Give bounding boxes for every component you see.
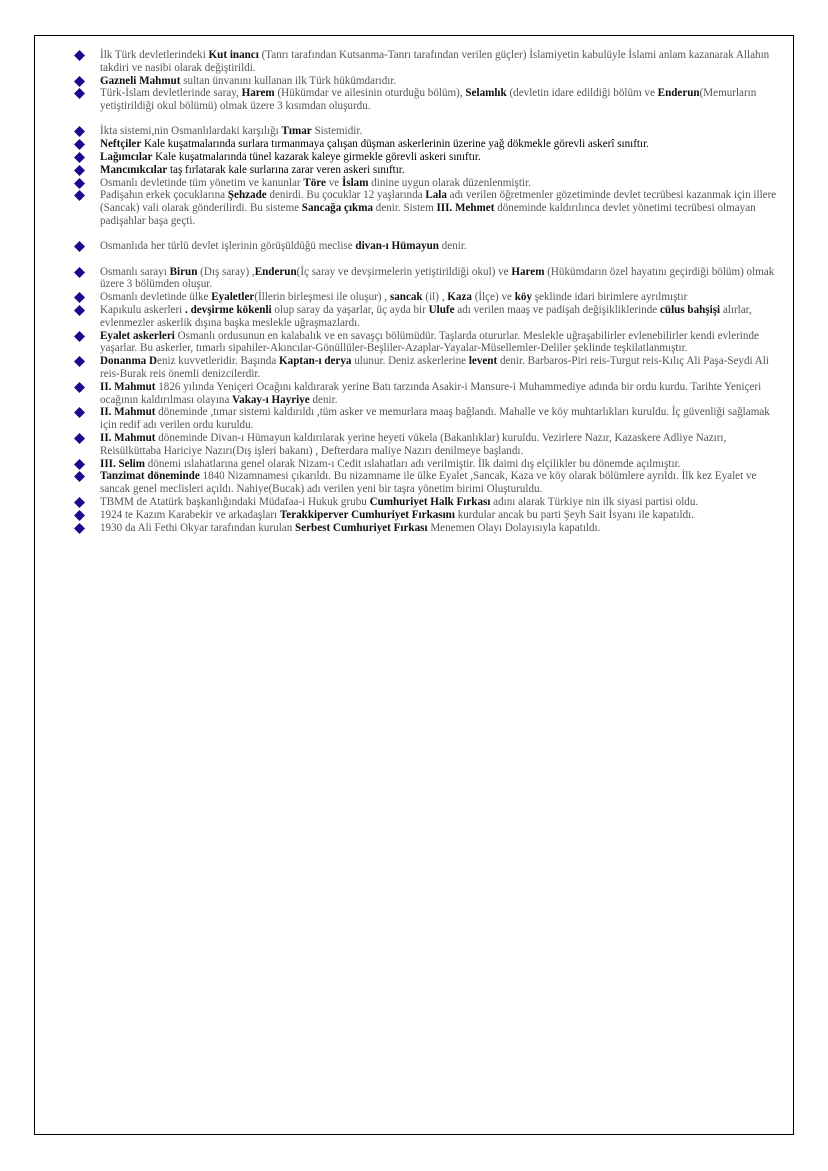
- bullet-text: (İç saray ve devşirmelerin yetiştirildiği okul) ve: [296, 265, 512, 278]
- bullet-text: (Tanrı tarafından Kutsanma-Tanrı tarafından verilen güçler) İslamiyetin kabulüyle İslami anlam kazanarak Allahın takdiri ve nasibi olarak değiştirildi.: [100, 49, 770, 74]
- bullet-text: 1826 yılında Yeniçeri Ocağını kaldırarak yerine Batı tarzında Asakir-i Mansure-i Muhammediye adında bir ordu kurdu. Tarihte Yeniçeri ocağının kaldırılması olayına: [100, 380, 762, 406]
- bullet-text: denir.: [438, 240, 467, 253]
- bold-term: . devşirme kökenli: [185, 304, 272, 317]
- bullet-item: [74, 406, 784, 432]
- bullet-item: [74, 177, 784, 190]
- bold-term: Selamlık: [465, 87, 507, 100]
- bold-term: Kaza: [447, 291, 472, 304]
- bullet-text: dinine uygun olarak düzenlenmiştir.: [368, 176, 531, 189]
- bold-term: II. Mahmut: [100, 432, 156, 445]
- bullet-text: Osmanlı ordusunun en kalabalık ve en savaşçı bölümüdür. Taşlarda otururlar. Meslekle uğraşabilirler evlenebilirler kendi evlerinde yaşarlar. Bu askerler, tımarlı sipahiler-Akıncılar-Gönüllüler-Beşliler-Azaplar-Yayalar-Müsellemler-Deliler şeklinde teşkilatlanmıştır.: [100, 329, 759, 355]
- bullet-item: [74, 355, 784, 381]
- bullet-item: [74, 432, 784, 458]
- bold-term: Mancınıkcılar: [100, 163, 168, 176]
- bullet-item: [74, 189, 784, 227]
- diamond-icon: [74, 292, 85, 303]
- bullet-text: döneminde Divan-ı Hümayun kaldırılarak yerine heyeti vükela (Bakanlıklar) kuruldu. Vezirlere Nazır, Kazaskere Adliye Nazırı, Reisülküttaba Hariciye Nazırı(Dış işleri bakanı) , Defterdara maliye Nazırı denilmeye başlandı.: [100, 432, 727, 457]
- diamond-icon: [74, 331, 85, 342]
- bullet-item: [74, 522, 784, 535]
- bullet-text: döneminde kaldırılınca devlet yönetimi tecrübesi olmayan padişahlar başa geçti.: [100, 202, 756, 228]
- bold-term: Tımar: [281, 125, 312, 138]
- diamond-icon: [74, 382, 85, 393]
- bullet-text: (İllerin birleşmesi ile oluşur) ,: [254, 291, 390, 304]
- bold-term: II. Mahmut: [100, 380, 156, 393]
- bullet-text: Menemen Olayı Dolayısıyla kapatıldı.: [427, 521, 601, 534]
- bold-term: köy: [514, 291, 532, 304]
- diamond-icon: [74, 126, 85, 137]
- diamond-icon: [74, 190, 85, 201]
- bullet-item: [74, 330, 784, 356]
- bullet-text: (Memurların yetiştirildiği okul bölümü) olmak üzere 3 kısımdan oluşurdu.: [100, 87, 757, 113]
- bold-term: Gazneli Mahmut: [100, 74, 181, 87]
- bullet-text: (Hükümdarın özel hayatını geçirdiği bölüm) olmak üzere 3 bölümden oluşur.: [100, 265, 775, 291]
- diamond-icon: [74, 139, 85, 150]
- diamond-icon: [74, 178, 85, 189]
- diamond-icon: [74, 523, 85, 534]
- bullet-item: [74, 240, 784, 253]
- diamond-icon: [74, 76, 85, 87]
- bold-term: İslam: [341, 176, 369, 189]
- bullet-item: [74, 496, 784, 509]
- bullet-text: denir. Barbaros-Piri reis-Turgut reis-Kılıç Ali Paşa-Seydi Ali reis-Burak reis önemli denizcilerdir.: [100, 355, 769, 381]
- diamond-icon: [74, 510, 85, 521]
- bullet-text: 1930 da Ali Fethi Okyar tarafından kurulan: [100, 521, 296, 534]
- bullet-item: [74, 87, 784, 113]
- bold-term: Neftçiler: [100, 138, 142, 151]
- bullet-item: [74, 470, 784, 496]
- bullet-text: sultan ünvanını kullanan ilk Türk hükümdarıdır.: [180, 74, 397, 87]
- bullet-item: [74, 151, 784, 164]
- bullet-text: taş fırlatarak kale surlarına zarar veren askeri sınıftır.: [167, 163, 405, 176]
- bullet-text: (il) ,: [422, 291, 448, 304]
- bullet-text: (devletin idare edildiği bölüm ve: [506, 87, 658, 100]
- bold-term: Eyalet askerleri: [100, 329, 175, 342]
- bullet-text: adı verilen maaş ve padişah değişikliklerinde: [454, 304, 660, 317]
- bullet-text: Sistemidir.: [311, 125, 363, 138]
- bold-term: III. Mehmet: [436, 202, 495, 215]
- bullet-text: döneminde ,tımar sistemi kaldırıldı ,tüm asker ve memurlara maaş bağlandı. Mahalle ve köy muhtarlıkları kuruldu. İç güvenliği sağlamak için redif adı verilen ordu kuruldu.: [100, 406, 770, 432]
- bullet-list: [74, 49, 784, 534]
- bold-term: Cumhuriyet Halk Fırkası: [369, 496, 491, 508]
- bullet-text: Osmanlıda her türlü devlet işlerinin görüşüldüğü meclise: [100, 240, 356, 253]
- bold-term: Eyaletler: [211, 291, 255, 304]
- bold-term: Harem: [241, 87, 275, 100]
- bold-term: Kaptan-ı derya: [279, 355, 352, 368]
- bullet-text: (Hükümdar ve ailesinin oturduğu bölüm),: [274, 87, 466, 100]
- diamond-icon: [74, 433, 85, 444]
- diamond-icon: [74, 152, 85, 163]
- diamond-icon: [74, 471, 85, 482]
- bullet-item: [74, 381, 784, 407]
- diamond-icon: [74, 88, 85, 99]
- bold-term: Vakay-ı Hayriye: [232, 393, 310, 406]
- bullet-text: Osmanlı devletinde ülke: [100, 291, 212, 304]
- bold-term: Harem: [511, 265, 545, 278]
- bullet-text: adını alarak Türkiye nin ilk siyasi partisi oldu.: [490, 496, 699, 508]
- bold-term: Töre: [303, 176, 326, 189]
- bold-term: sancak: [389, 291, 423, 304]
- bullet-text: eniz kuvvetleridir. Başında: [157, 355, 280, 368]
- bullet-text: dönemi ıslahatlarına genel olarak Nizam-ı Cedit ıslahatları adı verilmiştir. İlk daimi dış elçilikler bu dönemde açılmıştır.: [145, 457, 681, 470]
- bold-term: Serbest Cumhuriyet Fırkası: [295, 521, 428, 534]
- bullet-text: denirdi. Bu çocuklar 12 yaşlarında: [266, 189, 426, 202]
- bold-term: cülus bahşişi: [659, 304, 721, 317]
- bullet-item: [74, 138, 784, 151]
- bullet-item: [74, 458, 784, 471]
- bold-term: II. Mahmut: [100, 406, 156, 419]
- diamond-icon: [74, 241, 85, 252]
- bullet-text: (Dış saray) ,: [197, 265, 255, 278]
- diamond-icon: [74, 459, 85, 470]
- bullet-item: [74, 291, 784, 304]
- bullet-text: ulunur. Deniz askerlerine: [351, 355, 469, 368]
- diamond-icon: [74, 407, 85, 418]
- diamond-icon: [74, 356, 85, 367]
- bold-term: Terakkiperver Cumhuriyet Fırkasını: [279, 508, 455, 521]
- diamond-icon: [74, 497, 85, 508]
- bold-term: Birun: [169, 265, 198, 278]
- bullet-text: alırlar, evlenmezler askerlik dışına başka meslekle uğraşmazlardı.: [100, 304, 752, 329]
- bold-term: levent: [468, 355, 498, 368]
- bullet-text: Türk-İslam devletlerinde saray,: [100, 87, 242, 100]
- bullet-text: Kapıkulu askerleri: [100, 304, 186, 317]
- bullet-text: Kale kuşatmalarında tünel kazarak kaleye girmekle görevli askeri sınıftır.: [152, 151, 481, 164]
- bullet-text: (İlçe) ve: [471, 291, 515, 304]
- bullet-text: olup saray da yaşarlar, üç ayda bir: [271, 304, 429, 317]
- bold-term: Lağımcılar: [100, 151, 153, 164]
- bullet-text: şeklinde idari birimlere ayrılmıştır: [532, 291, 688, 304]
- bold-term: Lala: [425, 189, 447, 202]
- bullet-text: İlk Türk devletlerindeki: [100, 49, 209, 61]
- bold-term: Donanma D: [100, 355, 158, 368]
- bold-term: Şehzade: [227, 189, 267, 202]
- diamond-icon: [74, 165, 85, 176]
- bullet-text: TBMM de Atatürk başkanlığındaki Müdafaa-i Hukuk grubu: [100, 496, 370, 508]
- bold-term: Enderun: [254, 265, 297, 278]
- bullet-text: adı verilen öğretmenler gözetiminde devlet tecrübesi kazanmak için illere (Sancak) vali olarak gönderilirdi. Bu sisteme: [100, 189, 777, 215]
- bullet-text: 1924 te Kazım Karabekir ve arkadaşları: [100, 508, 280, 521]
- bullet-item: [74, 266, 784, 292]
- bold-term: Tanzimat döneminde: [100, 470, 200, 483]
- bullet-text: Osmanlı sarayı: [100, 265, 170, 278]
- bullet-text: denir.: [309, 393, 338, 406]
- bold-term: Kut inancı: [208, 49, 259, 61]
- bullet-text: Padişahın erkek çocuklarına: [100, 189, 228, 202]
- bullet-text: ve: [325, 176, 342, 189]
- bullet-text: İkta sistemi,nin Osmanlılardaki karşılığı: [100, 125, 282, 138]
- bullet-text: Osmanlı devletinde tüm yönetim ve kanunlar: [100, 176, 304, 189]
- diamond-icon: [74, 267, 85, 278]
- bullet-item: [74, 164, 784, 177]
- bullet-text: Kale kuşatmalarında surlara tırmanmaya çalışan düşman askerlerinin üzerine yağ dökmekle görevli askerî sınıftır.: [141, 138, 649, 151]
- bullet-text: kurdular ancak bu parti Şeyh Sait İsyanı ile kapatıldı.: [454, 508, 695, 521]
- bullet-item: [74, 304, 784, 330]
- diamond-icon: [74, 50, 85, 61]
- bold-term: III. Selim: [100, 457, 145, 470]
- bullet-item: [74, 49, 784, 75]
- bullet-item: [74, 509, 784, 522]
- bullet-item: [74, 125, 784, 138]
- bold-term: divan-ı Hümayun: [355, 240, 439, 253]
- bold-term: Sancağa çıkma: [301, 202, 373, 215]
- bullet-text: 1840 Nizamnamesi çıkarıldı. Bu nizamname ile ülke Eyalet ,Sancak, Kaza ve köy olarak bölümlere ayrıldı. İlk kez Eyalet ve sancak genel meclisleri açıldı. Nahiye(Bucak) adı verilen yeni bir taşra yönetim birimi Oluşturuldu.: [100, 470, 757, 496]
- bullet-text: denir. Sistem: [373, 202, 437, 215]
- diamond-icon: [74, 305, 85, 316]
- bold-term: Ulufe: [428, 304, 455, 317]
- bullet-item: [74, 75, 784, 88]
- bold-term: Enderun: [657, 87, 700, 100]
